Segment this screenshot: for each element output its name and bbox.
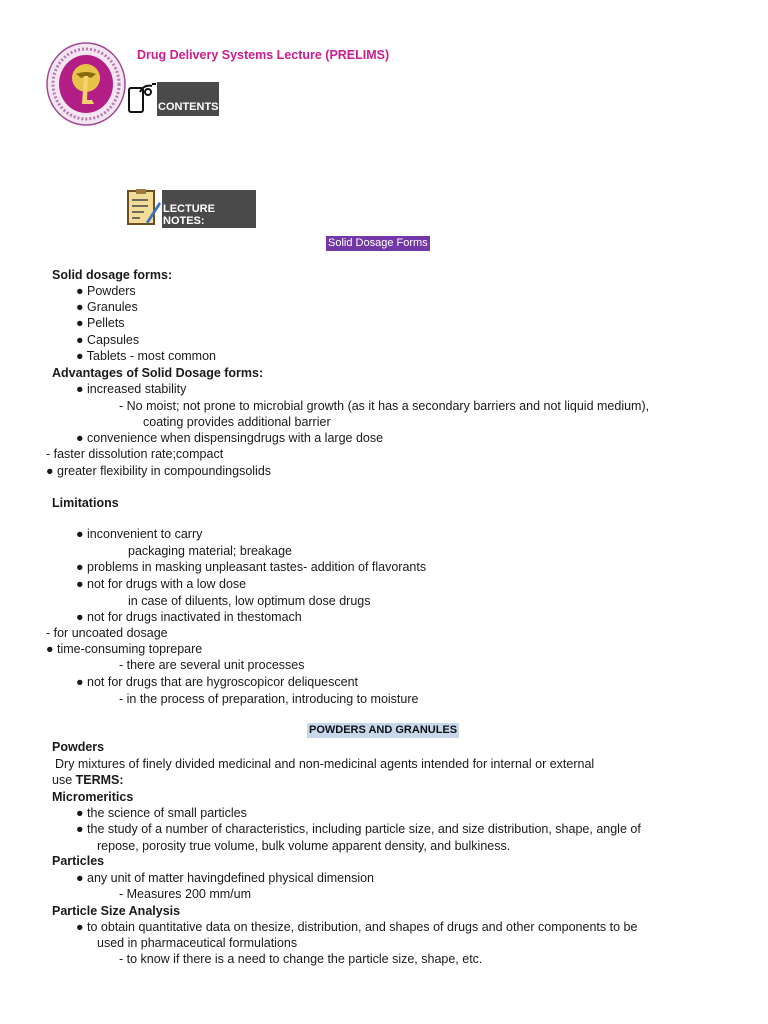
advantages-label: Advantages of Solid Dosage forms: (52, 366, 264, 380)
list-item-cont: repose, porosity true volume, bulk volume apparent density, and bulkiness. (97, 839, 511, 853)
list-item: ● convenience when dispensingdrugs with a large dose (76, 431, 384, 445)
particle-size-analysis-label: Particle Size Analysis (52, 904, 181, 918)
forms-label: Solid dosage forms: (52, 268, 173, 282)
sub-item: packaging material; breakage (128, 544, 292, 558)
sub-item: - Measures 200 mm/um (119, 887, 251, 901)
sub-item: in case of diluents, low optimum dose drugs (128, 594, 371, 608)
document-title: Drug Delivery Systems Lecture (PRELIMS) (137, 48, 390, 62)
list-item: ● to obtain quantitative data on thesize, distribution, and shapes of drugs and other components to be (76, 920, 638, 934)
list-item: ● Pellets (76, 316, 125, 330)
micromeritics-label: Micromeritics (52, 790, 134, 804)
limitations-label: Limitations (52, 496, 119, 510)
list-item: ● increased stability (76, 382, 187, 396)
list-item: ● the science of small particles (76, 806, 247, 820)
powders-label: Powders (52, 740, 105, 754)
contents-label: CONTENTS (158, 101, 219, 113)
terms-label: TERMS: (75, 773, 124, 787)
list-item: - faster dissolution rate;compact (46, 447, 224, 461)
contents-tag (157, 82, 219, 116)
sub-item: - No moist; not prone to microbial growth (as it has a secondary barriers and not liquid medium), (119, 399, 650, 413)
definition-use: use (52, 773, 76, 787)
sub-item: - in the process of preparation, introducing to moisture (119, 692, 419, 706)
sub-item: coating provides additional barrier (143, 415, 331, 429)
lecture-notes-label: LECTURE NOTES: (163, 203, 215, 227)
list-item: ● any unit of matter havingdefined physical dimension (76, 871, 374, 885)
list-item: ● the study of a number of characteristics, including particle size, and size distribution, shape, angle of (76, 822, 641, 836)
list-item: ● Granules (76, 300, 138, 314)
list-item: ● Tablets - most common (76, 349, 217, 363)
list-item: ● Capsules (76, 333, 140, 347)
lecture-notes-icon (126, 188, 162, 228)
list-item: ● not for drugs inactivated in thestomach (76, 610, 302, 624)
definition-text-cont (52, 772, 124, 788)
list-item: ● inconvenient to carry (76, 527, 203, 541)
definition-text: Dry mixtures of finely divided medicinal and non-medicinal agents intended for internal or external (55, 757, 595, 771)
list-item-cont: used in pharmaceutical formulations (97, 936, 298, 950)
list-item: ● not for drugs with a low dose (76, 577, 247, 591)
lecture-notes-tag (162, 190, 256, 228)
school-seal-logo (46, 42, 126, 126)
list-item: ● greater flexibility in compoundingsolids (46, 464, 272, 478)
list-item: ● time-consuming toprepare (46, 642, 203, 656)
list-item: ● Powders (76, 284, 136, 298)
list-item: ● not for drugs that are hygroscopicor deliquescent (76, 675, 359, 689)
particles-label: Particles (52, 854, 105, 868)
section-heading-powders-granules: POWDERS AND GRANULES (309, 724, 458, 736)
list-item: ● problems in masking unpleasant tastes- addition of flavorants (76, 560, 427, 574)
section-heading-solid-dosage: Solid Dosage Forms (328, 237, 428, 249)
list-item: - for uncoated dosage (46, 626, 168, 640)
contents-icon (126, 82, 158, 114)
sub-item: - there are several unit processes (119, 658, 305, 672)
sub-item: - to know if there is a need to change the particle size, shape, etc. (119, 952, 483, 966)
